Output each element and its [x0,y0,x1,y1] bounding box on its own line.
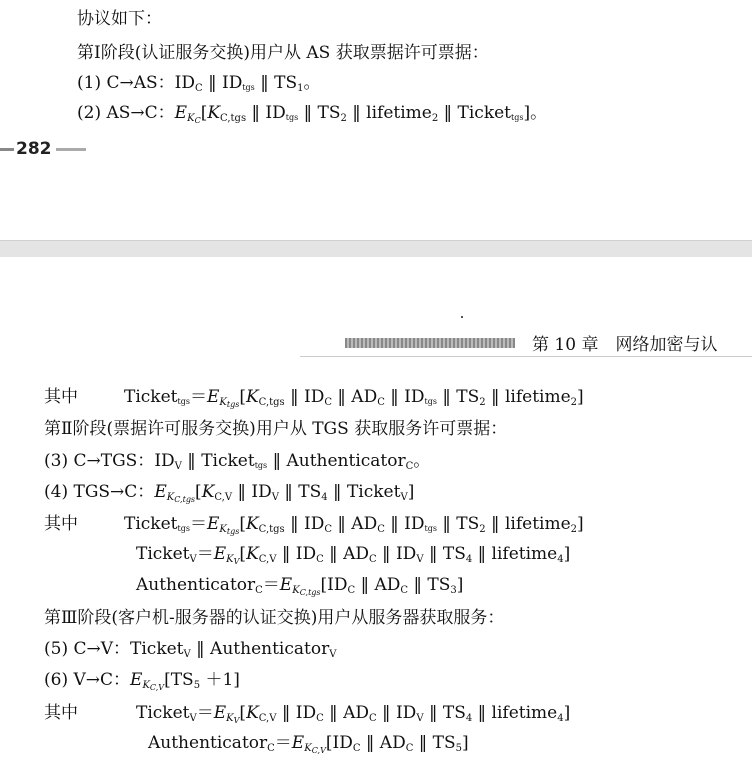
phase3-title: 第Ⅲ阶段(客户机-服务器的认证交换)用户从服务器获取服务： [44,608,505,628]
step1: (1) C→AS：$ID_C$ ‖ IDtgs ‖ $TS_1$。 [77,73,321,94]
chapter-header: 第 10 章 网络加密与认 [532,335,718,355]
where-block2-l2: $Ticket_V=E_{K_V}[K_{C,V}$ ‖ $ID_C$ ‖ $AD_C$ ‖ $ID_V$ ‖ $TS_4$ ‖ lifetime$_4$] [136,544,571,566]
phase1-title: 第Ⅰ阶段(认证服务交换)用户从 AS 获取票据许可票据： [77,43,489,63]
page-gap [0,240,752,258]
step2: (2) AS→C：$E_{K_C}[K_{C,tgs}$ ‖ IDtgs ‖ $TS_2$ ‖ lifetime$_2$ ‖ Tickettgs]。 [77,103,548,125]
where-ticket-tgs: 其中 $Tickettgs=E_{K_{tgs}}[K_{C,tgs}$ ‖ $ID_C$ ‖ $AD_C$ ‖ IDtgs ‖ $TS_2$ ‖ lifetime$_2$] [44,387,584,409]
step6: (6) V→C：$E_{K_{C,V}}[TS_5 +1]$ [44,670,240,692]
step5: (5) C→V：Ticket$_V$ ‖ Authenticator$_V$ [44,639,337,660]
speck [461,316,463,318]
intro-text: 协议如下： [77,9,162,29]
step1-label: (1) C→AS： [77,73,175,93]
header-decoration [345,338,515,348]
header-rule [300,356,752,357]
step4: (4) TGS→C：$E_{K_{C,tgs}}[K_{C,V}$ ‖ $ID_V$ ‖ $TS_4$ ‖ Ticket$_V$] [44,482,415,504]
where-block2-l3: $Authenticator_C=E_{K_{C,tgs}}[ID_C$ ‖ $AD_C$ ‖ $TS_3$] [136,575,464,597]
where-block3-l1: 其中 $Ticket_V=E_{K_V}[K_{C,V}$ ‖ $ID_C$ ‖ $AD_C$ ‖ $ID_V$ ‖ $TS_4$ ‖ lifetime$_4$] [44,703,571,725]
step3: (3) C→TGS：$ID_V$ ‖ Tickettgs ‖ Authenticator$_C$。 [44,451,431,472]
step2-label: (2) AS→C： [77,103,175,123]
phase2-title: 第Ⅱ阶段(票据许可服务交换)用户从 TGS 获取服务许可票据： [44,419,508,439]
where-block2-l1: 其中 $Tickettgs=E_{K_{tgs}}[K_{C,tgs}$ ‖ $ID_C$ ‖ $AD_C$ ‖ IDtgs ‖ $TS_2$ ‖ lifetime$_2$] [44,514,584,536]
where-block3-l2: $Authenticator_C=E_{K_{C,V}}[ID_C$ ‖ $AD_C$ ‖ $TS_5$] [148,733,469,755]
page-number: 282 [0,139,86,159]
